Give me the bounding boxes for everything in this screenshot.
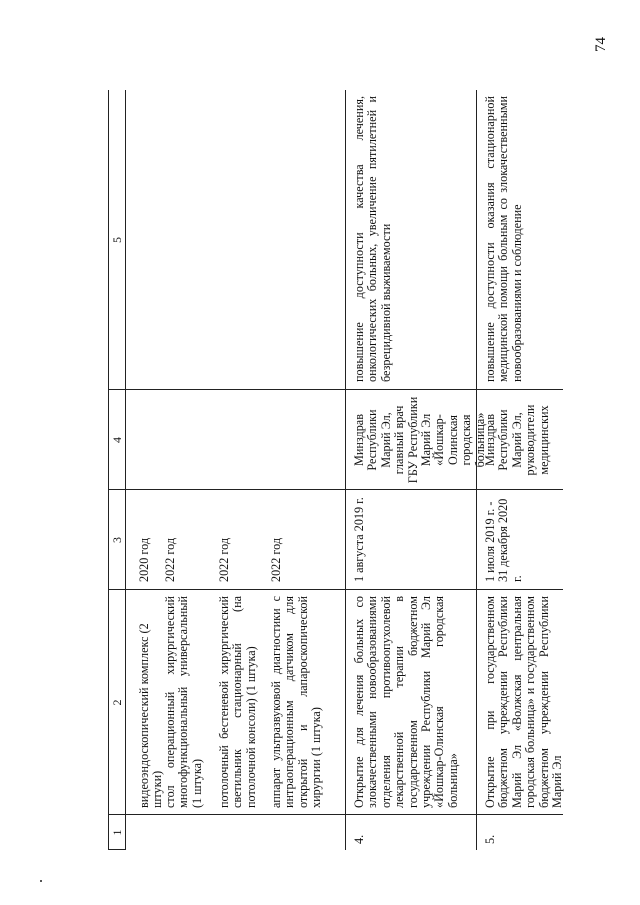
row-result: повышение доступности качества лечения, онкологических больных, увеличение пятилетней и безрецидивной выживаемости: [352, 96, 393, 382]
table-header-col-3: 3: [108, 490, 126, 590]
page-number: 74: [593, 37, 609, 52]
table-header-col-1: 1: [108, 815, 126, 850]
column-divider: [108, 489, 563, 490]
row-action: Открытие для лечения больных со злокачественными новообразованиями отделения противоопухолевой лекарственной терапии в государственном бюджетном учреждении Республики Марий Эл «Йошкар-Олинская городская больница»: [352, 596, 460, 808]
row-date: 1 июля 2019 г. - 31 декабря 2020 г.: [483, 498, 524, 582]
row-date: 1 августа 2019 г.: [352, 497, 366, 582]
equipment-item: аппарат ультразвуковой диагностики с интраоперационным датчиком для открытой и лапароскопической хирургии (1 штука): [269, 596, 324, 808]
plan-table: [108, 90, 563, 850]
table-header-col-2: 2: [108, 590, 126, 815]
row-number: 5.: [483, 834, 497, 844]
equipment-item: стол операционный хирургический многофункциональный универсальный (1 штука): [163, 596, 204, 808]
row-responsible: Минздрав Республики Марий Эл, руководители медицинских: [483, 404, 551, 476]
column-divider: [108, 814, 563, 815]
column-divider: [108, 389, 563, 390]
row-number: 4.: [352, 834, 366, 844]
table-header-col-4: 4: [108, 390, 126, 490]
equipment-date: 2020 год: [137, 537, 151, 582]
equipment-date: 2022 год: [217, 537, 231, 582]
equipment-item: видеоэндоскопический комплекс (2 штуки): [137, 623, 165, 808]
rotated-page-content: [108, 90, 563, 850]
row-separator: [476, 90, 477, 850]
equipment-date: 2022 год: [163, 537, 177, 582]
equipment-item: потолочный бестеневой хирургический светильник стационарный (на потолочной консоли) (1 штука): [217, 596, 258, 808]
column-divider: [108, 589, 563, 590]
column-divider: [108, 849, 126, 850]
table-header-col-5: 5: [108, 90, 126, 390]
row-responsible: Минздрав Республики Марий Эл, главный врач ГБУ Республики Марий Эл «Йошкар-Олинская городская больница»: [352, 396, 487, 484]
scan-speck: [40, 880, 42, 882]
equipment-date: 2022 год: [269, 537, 283, 582]
row-action: Открытие при государственном бюджетном учреждении Республики Марий Эл «Волжская центральная городская больница» и государственном бюджетном учреждении Республики Марий Эл: [483, 596, 565, 808]
row-result: повышение доступности оказания стационарной медицинской помощи больным со злокачественными новообразованиями и соблюдение: [483, 96, 524, 382]
row-separator: [345, 90, 346, 850]
